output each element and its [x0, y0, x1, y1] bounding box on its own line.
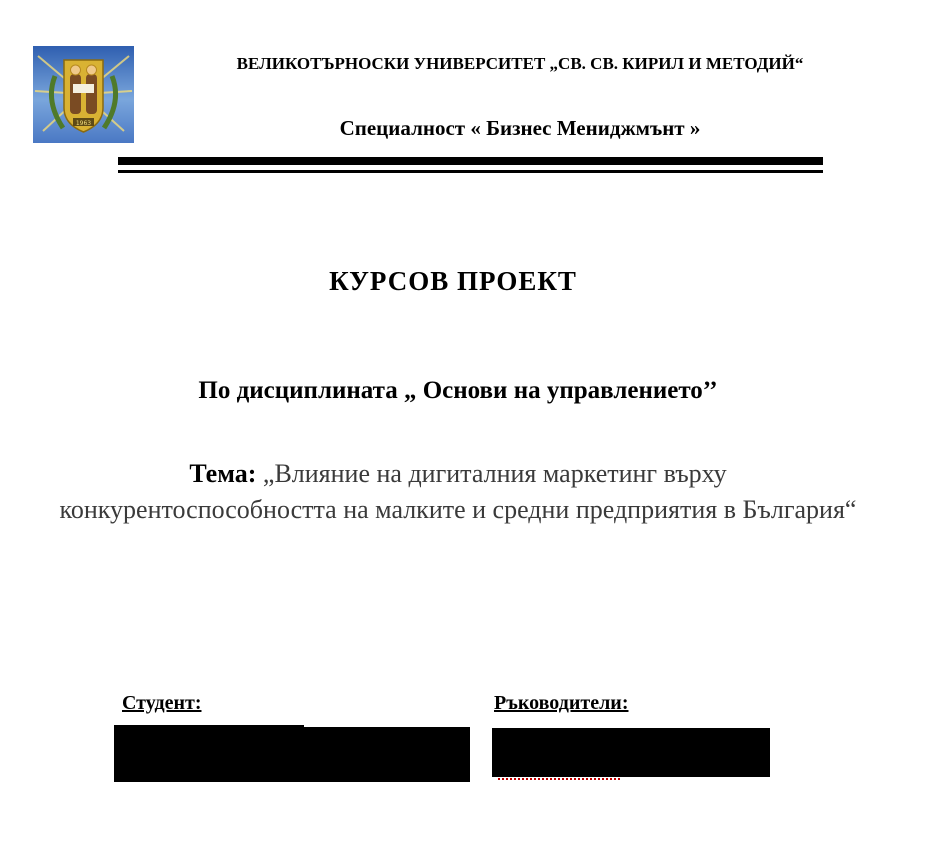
svg-text:1963: 1963 [75, 120, 92, 127]
university-logo [33, 46, 134, 143]
header-rule-thick [118, 157, 823, 165]
specialty-title: Специалност « Бизнес Мениджмънт » [339, 116, 701, 140]
university-crest-icon [33, 46, 134, 143]
university-name: ВЕЛИКОТЪРНОСКИ УНИВЕРСИТЕТ „СВ. СВ. КИРИЛ И МЕТОДИЙ“ [236, 54, 804, 73]
topic-block [50, 456, 866, 528]
document-type-heading: КУРСОВ ПРОЕКТ [329, 266, 577, 296]
redaction-advisor-names [492, 728, 770, 777]
advisors-label: Ръководители: [494, 692, 629, 714]
header-rule-thin [118, 170, 823, 173]
topic-label: Тема: [189, 459, 257, 488]
redaction-student-name [114, 727, 470, 782]
discipline-heading: По дисциплината „ Основи на управлението’’ [198, 377, 718, 404]
spellcheck-underline [498, 776, 620, 780]
student-label: Студент: [122, 692, 202, 714]
topic-text: „Влияние на дигиталния маркетинг върху конкурентоспособността на малките и средни предприятия в България“ [59, 459, 857, 524]
